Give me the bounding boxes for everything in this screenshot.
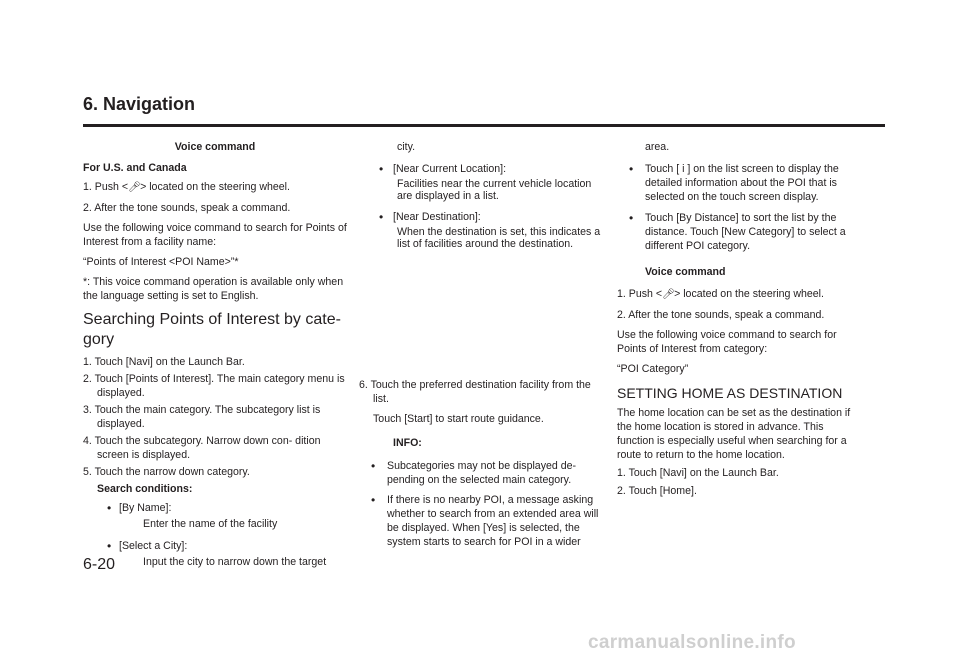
step-6: 6. Touch the preferred destination facility from the list. (359, 379, 591, 405)
column-3 (617, 140, 853, 498)
footnote: *: This voice command operation is available only when the language setting is set to English. (83, 276, 344, 302)
by-name-item: • [By Name]: (83, 501, 347, 515)
info-heading: INFO: (393, 437, 422, 449)
near-destination-item: • [Near Destination]: (359, 210, 602, 224)
distance-bullet: • Touch [By Distance] to sort the list by the distance. Touch [New Category] to select a different POI category. (617, 211, 853, 253)
voice-command-text-2: “POI Category” (617, 363, 689, 375)
page-number: 6-20 (83, 556, 116, 573)
home-step-1: 1. Touch [Navi] on the Launch Bar. (617, 467, 779, 479)
home-section-title: SETTING HOME AS DESTINATION (617, 385, 843, 401)
city-continuation: city. (397, 141, 416, 153)
near-destination-desc: When the destination is set, this indicates a list of facilities around the destination. (397, 226, 601, 250)
voice-command-text: “Points of Interest <POI Name>”* (83, 256, 239, 268)
column-2 (359, 140, 602, 549)
info-bullet-i: • Touch [ i ] on the list screen to display the detailed information about the POI that is selected on the touch screen display. (617, 162, 853, 204)
voice-intro-2: Use the following voice command to search for Points of Interest from category: (617, 329, 837, 355)
step-1: 1. Touch [Navi] on the Launch Bar. (83, 356, 245, 368)
section-title: Searching Points of Interest by cate- gory (83, 311, 341, 348)
info-item-1: • Subcategories may not be displayed de- pending on the selected main category. (359, 459, 602, 487)
column-1 (83, 140, 347, 569)
microphone-talk-icon: 🎤︎ (662, 289, 675, 300)
tone-step-2: 2. After the tone sounds, speak a command. (617, 309, 825, 321)
select-city-item: • [Select a City]: (83, 539, 347, 553)
microphone-talk-icon: 🎤︎ (128, 182, 141, 193)
home-step-2: 2. Touch [Home]. (617, 485, 697, 497)
area-continuation: area. (645, 141, 670, 153)
chapter-title: 6. Navigation (83, 94, 196, 114)
near-current-item: • [Near Current Location]: (359, 162, 602, 176)
step-2: 2. Touch [Points of Interest]. The main category menu is displayed. (83, 373, 345, 399)
header-rule (83, 124, 885, 127)
step-4: 4. Touch the subcategory. Narrow down con- dition screen is displayed. (83, 435, 321, 461)
voice-command-heading: Voice command (174, 141, 256, 153)
voice-command-heading-2: Voice command (645, 266, 726, 278)
home-description: The home location can be set as the destination if the home location is stored in advance. This function is especially useful when searching for a route to return to the home location. (617, 407, 851, 461)
push-step-2: 1. Push <🎤︎> located on the steering wheel. (617, 288, 824, 300)
step-5: 5. Touch the narrow down category. (83, 466, 250, 478)
region-heading: For U.S. and Canada (83, 162, 187, 174)
select-city-desc: Input the city to narrow down the target (143, 556, 327, 568)
tone-step: 2. After the tone sounds, speak a command. (83, 202, 291, 214)
search-conditions-heading: Search conditions: (97, 483, 193, 495)
step-3: 3. Touch the main category. The subcategory list is displayed. (83, 404, 321, 430)
watermark: carmanualsonline.info (588, 632, 796, 653)
start-guidance: Touch [Start] to start route guidance. (373, 413, 544, 425)
near-current-desc: Facilities near the current vehicle location are displayed in a list. (397, 178, 592, 202)
push-step: 1. Push <🎤︎> located on the steering wheel. (83, 181, 290, 193)
voice-intro: Use the following voice command to search for Points of Interest from a facility name: (83, 222, 347, 248)
info-item-2: • If there is no nearby POI, a message asking whether to search from an extended area will be displayed. When [Yes] is selected, the system starts to search for POI in a wider (359, 493, 602, 549)
by-name-desc: Enter the name of the facility (143, 518, 278, 530)
